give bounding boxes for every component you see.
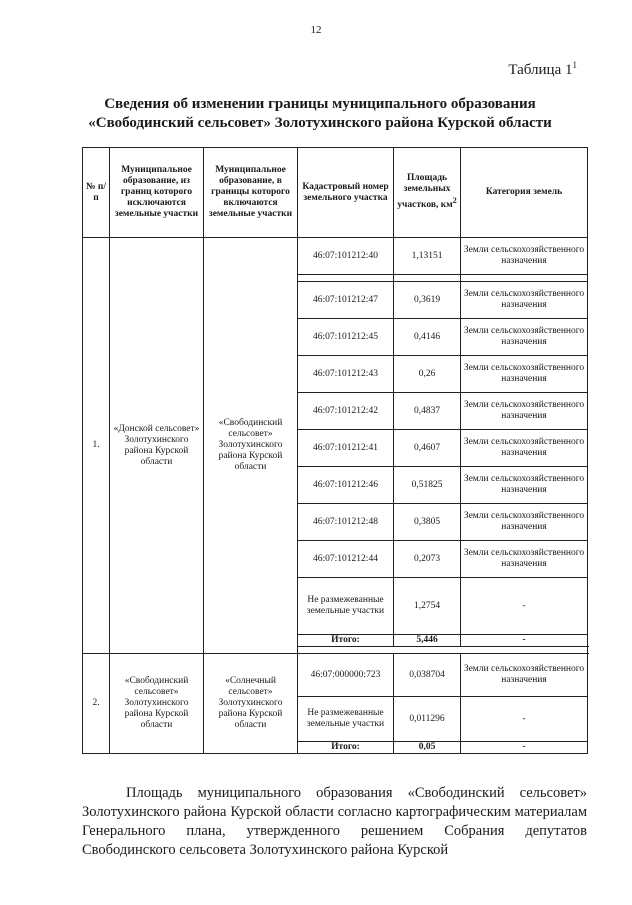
table-row xyxy=(83,238,588,275)
cadastral-number: 46:07:101212:40 xyxy=(298,238,394,275)
group1-number: 1. xyxy=(83,238,110,654)
total-category: - xyxy=(461,635,588,647)
cadastral-number: 46:07:101212:46 xyxy=(298,467,394,504)
cadastral-number: 46:07:101212:42 xyxy=(298,393,394,430)
group1-to-municipality: «Свободинский сельсовет» Золотухинского района Курской области xyxy=(204,238,298,654)
cadastral-number: 46:07:101212:45 xyxy=(298,319,394,356)
header-land-category: Категория земель xyxy=(461,148,588,238)
table-row xyxy=(83,654,588,697)
total-value: 5,446 xyxy=(394,635,461,647)
area-value: 0,011296 xyxy=(394,697,461,742)
area-value: 0,51825 xyxy=(394,467,461,504)
area-value: 0,2073 xyxy=(394,541,461,578)
area-value: 0,3805 xyxy=(394,504,461,541)
heading-line-1: Сведения об изменении границы муниципального образования xyxy=(104,96,536,112)
cadastral-number: Не размежеванные земельные участки xyxy=(298,697,394,742)
spacer-cell xyxy=(394,275,461,282)
spacer-cell xyxy=(298,275,394,282)
cadastral-number: 46:07:000000:723 xyxy=(298,654,394,697)
page-number: 12 xyxy=(310,24,322,36)
cadastral-number: 46:07:101212:41 xyxy=(298,430,394,467)
land-category: - xyxy=(461,578,588,635)
area-value: 0,26 xyxy=(394,356,461,393)
land-category: Земли сельскохозяйственного назначения xyxy=(461,654,588,697)
land-category: Земли сельскохозяйственного назначения xyxy=(461,467,588,504)
land-category: Земли сельскохозяйственного назначения xyxy=(461,319,588,356)
land-category: Земли сельскохозяйственного назначения xyxy=(461,393,588,430)
cadastral-number: 46:07:101212:43 xyxy=(298,356,394,393)
area-value: 1,2754 xyxy=(394,578,461,635)
header-cadastral-number: Кадастровый номер земельного участка xyxy=(298,148,394,238)
spacer-cell xyxy=(461,275,588,282)
spacer-cell xyxy=(298,647,588,654)
group2-to-municipality: «Солнечный сельсовет» Золотухинского района Курской области xyxy=(204,654,298,754)
header-number: № п/п xyxy=(83,148,110,238)
header-area-unit-sup: 2 xyxy=(452,196,457,206)
area-value: 0,038704 xyxy=(394,654,461,697)
document-heading xyxy=(60,95,580,133)
cadastral-number: 46:07:101212:48 xyxy=(298,504,394,541)
land-category: - xyxy=(461,697,588,742)
land-boundary-table xyxy=(82,147,588,754)
total-category: - xyxy=(461,742,588,754)
land-category: Земли сельскохозяйственного назначения xyxy=(461,282,588,319)
area-value: 0,4146 xyxy=(394,319,461,356)
heading-line-2: «Свободинский сельсовет» Золотухинского района Курской области xyxy=(88,115,552,131)
group2-from-municipality: «Свободинский сельсовет» Золотухинского района Курской области xyxy=(110,654,204,754)
cadastral-number: 46:07:101212:44 xyxy=(298,541,394,578)
table-label-text: Таблица 1 xyxy=(508,62,573,78)
table-label-superscript: 1 xyxy=(572,60,577,70)
land-category: Земли сельскохозяйственного назначения xyxy=(461,541,588,578)
body-paragraph: Площадь муниципального образования «Свободинский сельсовет» Золотухинского района Курской области согласно картографическим материалам Генерального плана, утвержденного решением Собрания депутатов Свободинского сельсовета Золотухинского района Курской xyxy=(82,785,587,858)
area-value: 0,4837 xyxy=(394,393,461,430)
area-value: 0,3619 xyxy=(394,282,461,319)
header-from-municipality: Муниципальное образование, из границ которого исключаются земельные участки xyxy=(110,148,204,238)
area-value: 0,4607 xyxy=(394,430,461,467)
cadastral-number: 46:07:101212:47 xyxy=(298,282,394,319)
total-value: 0,05 xyxy=(394,742,461,754)
land-category: Земли сельскохозяйственного назначения xyxy=(461,430,588,467)
land-category: Земли сельскохозяйственного назначения xyxy=(461,356,588,393)
header-to-municipality: Муниципальное образование, в границы которого включаются земельные участки xyxy=(204,148,298,238)
group2-number: 2. xyxy=(83,654,110,754)
table-header-row xyxy=(83,148,588,238)
table-label xyxy=(508,60,577,79)
total-label: Итого: xyxy=(298,635,394,647)
land-category: Земли сельскохозяйственного назначения xyxy=(461,504,588,541)
header-area xyxy=(394,148,461,238)
total-label: Итого: xyxy=(298,742,394,754)
header-area-text: Площадь земельных участков, км xyxy=(397,173,453,211)
group1-from-municipality: «Донской сельсовет» Золотухинского района Курской области xyxy=(110,238,204,654)
area-value: 1,13151 xyxy=(394,238,461,275)
cadastral-number: Не размежеванные земельные участки xyxy=(298,578,394,635)
land-category: Земли сельскохозяйственного назначения xyxy=(461,238,588,275)
